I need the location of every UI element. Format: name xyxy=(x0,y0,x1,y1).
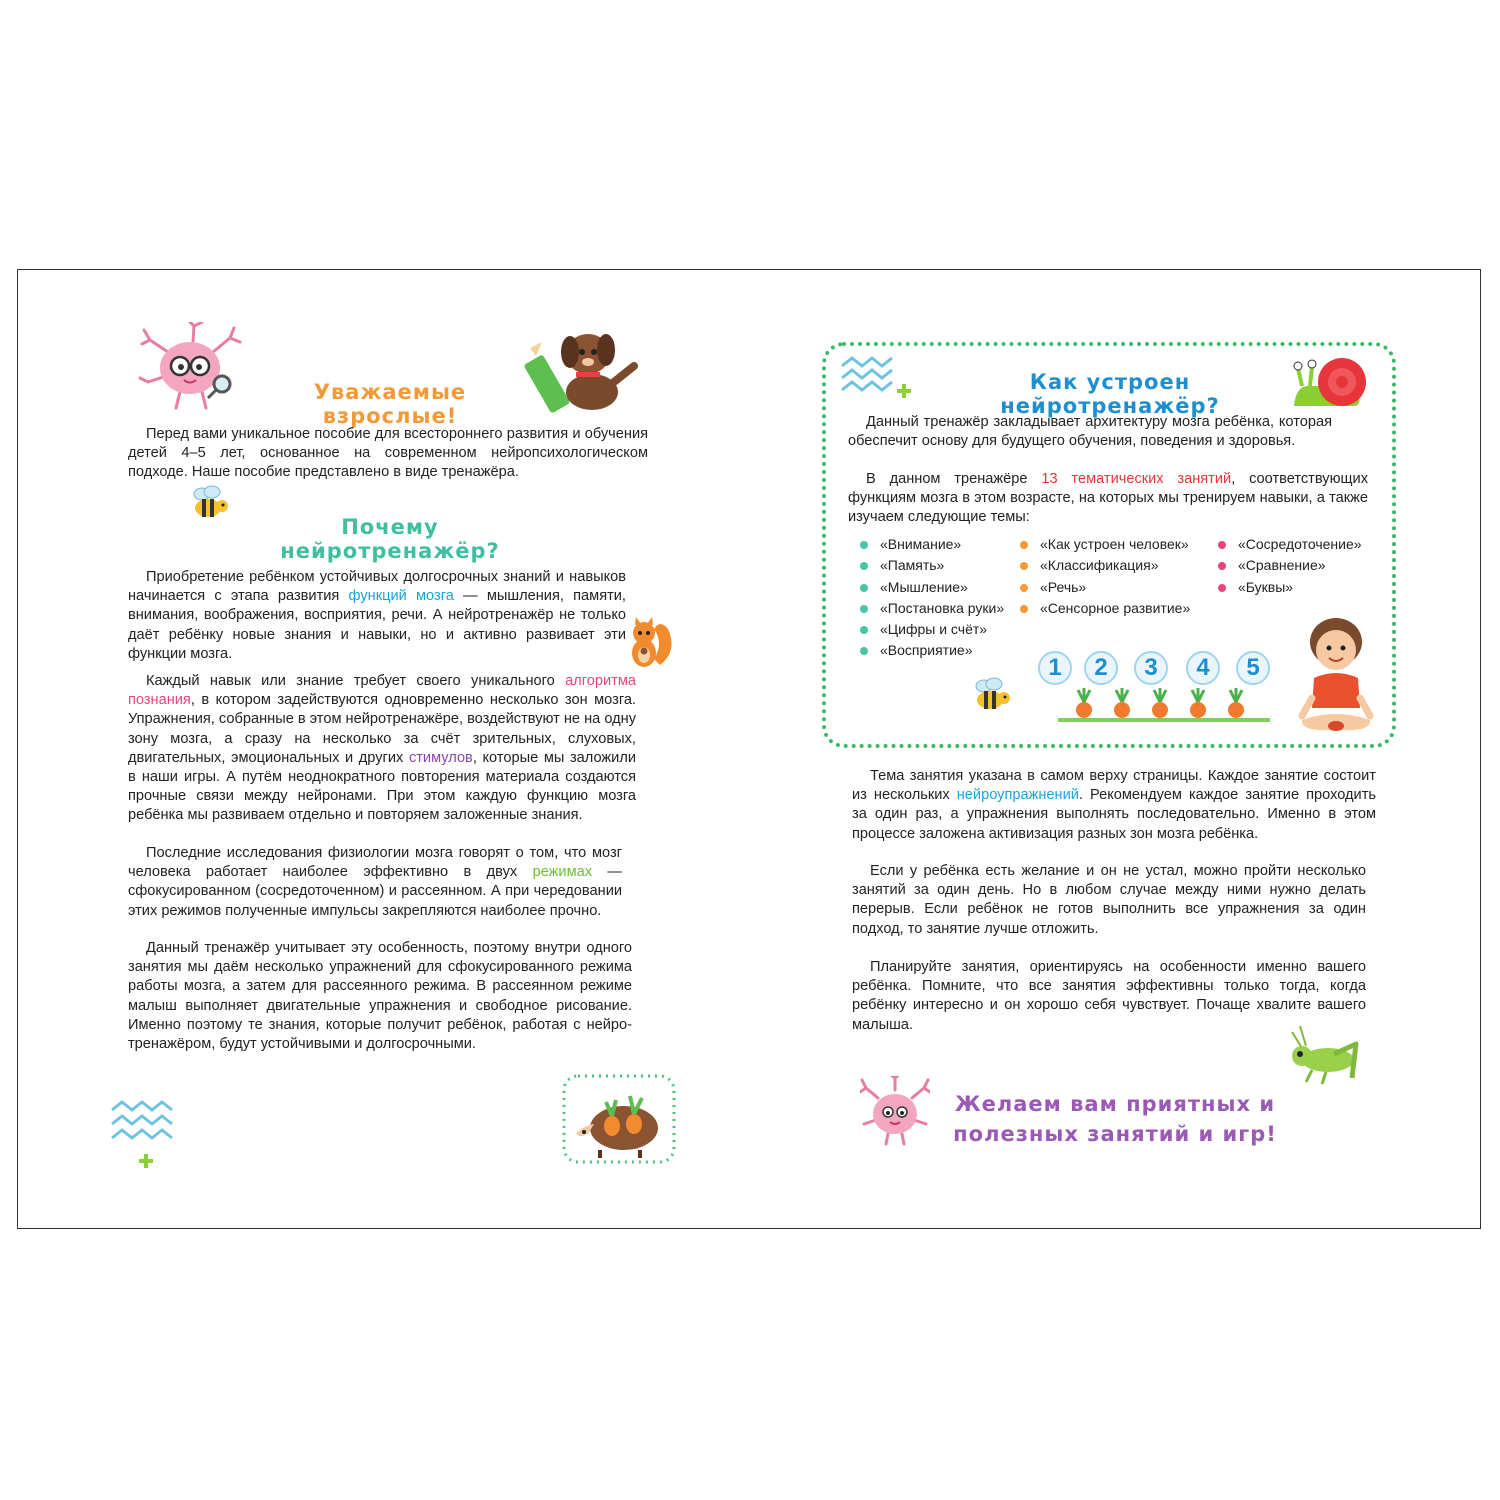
paragraph-brain-functions: Приобретение ребёнком устойчивых долгосрочных знаний и навыков начинается с этапа развития функций мозга — мышления, памяти, внимания, воображения, восприятия, речи. А нейротренажёр не только даёт ребёнку новые знания и навыки, но и активно развивает эти функции мозга. xyxy=(128,569,626,662)
paragraph-lesson-topic: Тема занятия указана в самом верху страницы. Каждое занятие состоит из нескольких нейроупражнений. Рекомендуем каждое занятие проходить за один раз, а упражнения выполнять последовательно. Именно в этом процессе заложена активизация разных зон мозга ребёнка. xyxy=(852,768,1376,842)
topic-item: «Как устроен человек» xyxy=(1020,534,1190,555)
paragraph-brain-modes: Последние исследования физиологии мозга говорят о том, что мозг человека работает наиболее эффективно в двух режимах — сфокусированном (сосредоточенном) и рассеянном. А при чередовании этих режимов полученные импульсы закрепляются наиболее прочно. xyxy=(128,845,623,919)
paragraph-planning: Планируйте занятия, ориентируясь на особенности именно вашего ребёнка. Помните, что все занятия эффективны только тогда, когда ребёнку интересно и он хорошо себя чувствует. Почаще хвалите вашего малыша. xyxy=(852,959,1366,1033)
topic-item: «Классификация» xyxy=(1020,555,1190,576)
highlight-cognition-algorithm: алгоритма познания xyxy=(128,673,636,709)
topic-item: «Сенсорное развитие» xyxy=(1020,598,1190,619)
grasshopper-icon xyxy=(1282,1024,1364,1086)
topic-item: «Постановка руки» xyxy=(860,598,1004,619)
paragraph-trainer-feature: Данный тренажёр учитывает эту особенность, поэтому внутри одного занятия мы даём несколько упражнений для сфокусированного режима работы мозга, а затем для рассеянного режима. В рассеянном режиме малыш выполняет двигательные упражнения и свободное рисование. Именно поэтому те знания, которые получит ребёнок, работая с нейро-тренажёром, будут устойчивыми и долгосрочными. xyxy=(128,940,632,1053)
topics-list-2 xyxy=(1020,534,1190,619)
topic-item: «Сосредоточение» xyxy=(1218,534,1362,555)
bee-icon xyxy=(188,484,232,522)
number-badge: 4 xyxy=(1186,651,1220,685)
number-badge: 5 xyxy=(1236,651,1270,685)
zigzag-decoration-icon xyxy=(838,352,918,402)
heading-dear-adults: Уважаемые взрослые! xyxy=(313,380,467,428)
number-badge: 3 xyxy=(1134,651,1168,685)
heading-how-trainer-works: Как устроен нейротренажёр? xyxy=(1000,370,1220,418)
topic-item: «Внимание» xyxy=(860,534,1004,555)
highlight-modes: режимах xyxy=(532,864,593,881)
topic-item: «Память» xyxy=(860,555,1004,576)
topic-item: «Сравнение» xyxy=(1218,555,1362,576)
topic-item: «Буквы» xyxy=(1218,577,1362,598)
highlight-stimuli: стимулов xyxy=(408,749,473,766)
box-paragraph-themes: В данном тренажёре 13 тематических занятий, соответствующих функциям мозга в этом возрасте, на которых мы тренируем навыки, а также изучаем следующие темы: xyxy=(848,471,1368,526)
paragraph-cognition-algorithm: Каждый навык или знание требует своего уникального алгоритма познания, в котором задействуются одновременно несколько зон мозга. Упражнения, собранные в этом нейротренажёре, воздействуют не на одну зону мозга, а сразу на несколько за счёт зрительных, слуховых, двигательных, эмоциональных и других стимулов, которые мы заложили в наши игры. А путём неоднократного повторения материала создаются прочные связи между нейронами. При этом каждую функцию мозга ребёнка мы развиваем отдельно и повторяем заложенные знания. xyxy=(128,673,636,824)
topic-item: «Мышление» xyxy=(860,577,1004,598)
zigzag-decoration-icon xyxy=(108,1098,178,1173)
highlight-brain-functions: функций мозга xyxy=(348,588,454,605)
topic-item: «Речь» xyxy=(1020,577,1190,598)
closing-wish: Желаем вам приятных и полезных занятий и игр! xyxy=(953,1092,1277,1146)
heading-why-neurotrainer: Почему нейротренажёр? xyxy=(280,515,500,563)
hedgehog-with-carrots-icon xyxy=(560,1072,678,1166)
number-badge: 1 xyxy=(1038,651,1072,685)
paragraph-break: Если у ребёнка есть желание и он не устал, можно пройти несколько занятий за один день. Но в любом случае между ними нужно делать перерыв. Если ребёнок не готов выполнить все упражнения за один подход, то занятие лучше отложить. xyxy=(852,863,1366,937)
intro-paragraph: Перед вами уникальное пособие для всестороннего развития и обучения детей 4–5 лет, основанное на современном нейропсихологическом подходе. Наше пособие представлено в виде тренажёра. xyxy=(128,426,648,481)
squirrel-icon xyxy=(624,615,676,671)
topics-list-3 xyxy=(1218,534,1362,598)
number-badge: 2 xyxy=(1084,651,1118,685)
sitting-boy-icon xyxy=(1296,612,1376,736)
neuron-magnifier-icon xyxy=(138,322,248,412)
highlight-neuro-exercises: нейроупражнений xyxy=(956,787,1079,804)
bee-icon xyxy=(970,676,1014,714)
topics-list-1 xyxy=(860,534,1004,662)
highlight-13-lessons: 13 тематических занятий xyxy=(1041,471,1232,487)
neuron-character-icon xyxy=(860,1076,930,1146)
snail-icon xyxy=(1288,346,1370,410)
box-paragraph-architecture: Данный тренажёр закладывает архитектуру мозга ребёнка, которая обеспечит основу для будущего обучения, поведения и здоровья. xyxy=(848,414,1332,450)
carrots-row-icon xyxy=(1058,688,1270,724)
topic-item: «Восприятие» xyxy=(860,640,1004,661)
dog-with-pencil-icon xyxy=(522,322,642,417)
topic-item: «Цифры и счёт» xyxy=(860,619,1004,640)
